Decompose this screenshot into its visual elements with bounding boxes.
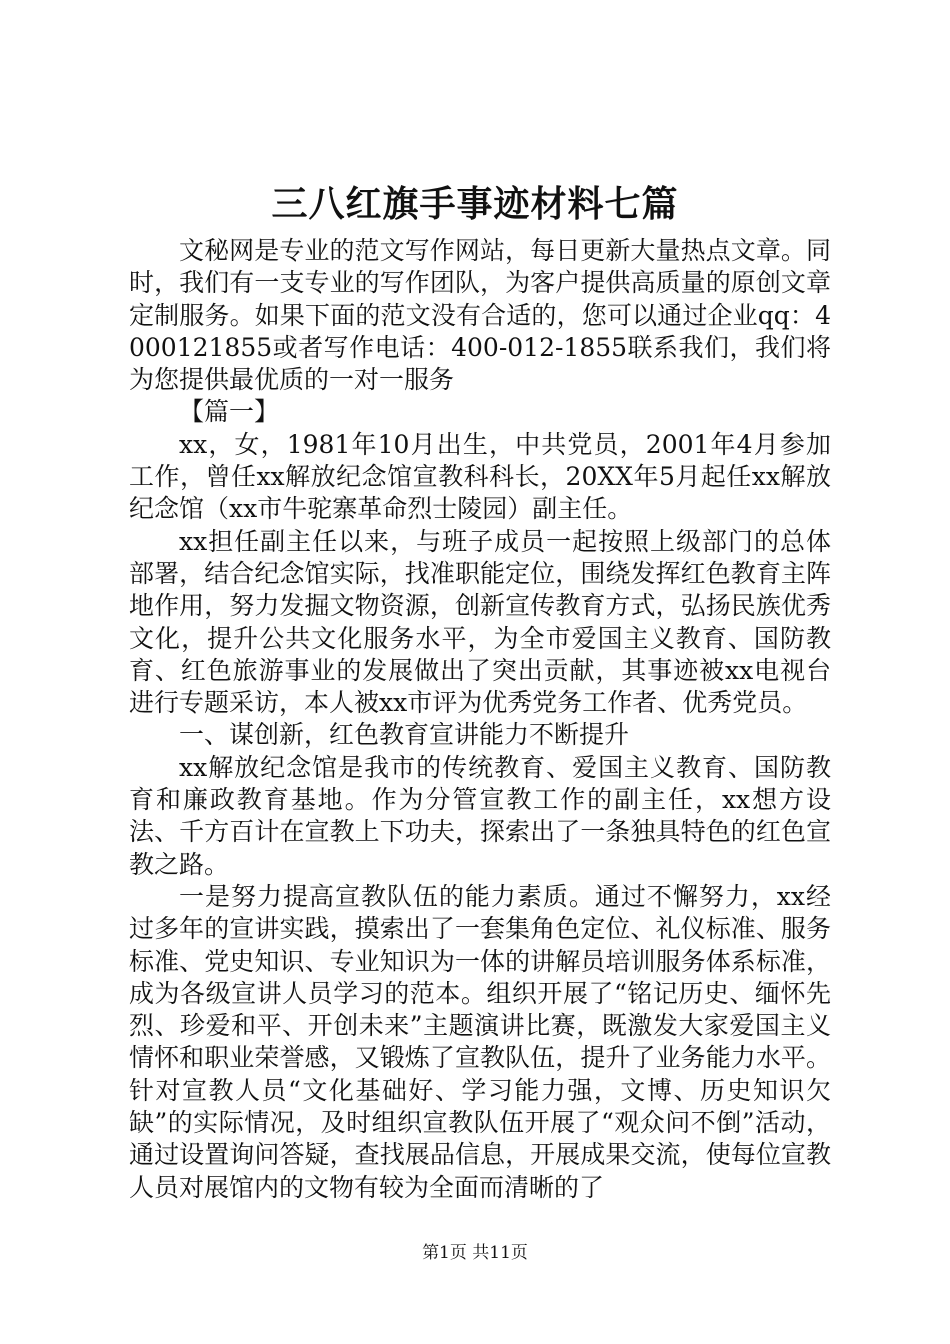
intro-paragraph: 文秘网是专业的范文写作网站，每日更新大量热点文章。同时，我们有一支专业的写作团队，为客户提供高质量的原创文章定制服务。如果下面的范文没有合适的，您可以通过企业qq：4000121855或者写作电话：400-012-1855联系我们，我们将为您提供最优质的一对一服务 bbox=[129, 236, 831, 395]
body-paragraph: xx，女，1981年10月出生，中共党员，2001年4月参加工作，曾任xx解放纪念馆宣教科科长，20XX年5月起任xx解放纪念馆（xx市牛驼寨革命烈士陵园）副主任。 bbox=[129, 429, 831, 524]
body-paragraph: 一是努力提高宣教队伍的能力素质。通过不懈努力，xx经过多年的宣讲实践，摸索出了一套集角色定位、礼仪标准、服务标准、党史知识、专业知识为一体的讲解员培训服务体系标准，成为各级宣讲人员学习的范本。组织开展了“铭记历史、缅怀先烈、珍爱和平、开创未来”主题演讲比赛，既激发大家爱国主义情怀和职业荣誉感，又锻炼了宣教队伍，提升了业务能力水平。针对宣教人员“文化基础好、学习能力强，文博、历史知识欠缺”的实际情况，及时组织宣教队伍开展了“观众问不倒”活动，通过设置询问答疑，查找展品信息，开展成果交流，使每位宣教人员对展馆内的文物有较为全面而清晰的了 bbox=[129, 881, 831, 1202]
document-title: 三八红旗手事迹材料七篇 bbox=[271, 183, 679, 225]
document-body bbox=[129, 235, 831, 1204]
subsection-heading: 一、谋创新，红色教育宣讲能力不断提升 bbox=[179, 720, 630, 750]
section-heading: 【篇一】 bbox=[179, 397, 280, 427]
body-paragraph: xx担任副主任以来，与班子成员一起按照上级部门的总体部署，结合纪念馆实际，找准职能定位，围绕发挥红色教育主阵地作用，努力发掘文物资源，创新宣传教育方式，弘扬民族优秀文化，提升公共文化服务水平，为全市爱国主义教育、国防教育、红色旅游事业的发展做出了突出贡献，其事迹被xx电视台进行专题采访，本人被xx市评为优秀党务工作者、优秀党员。 bbox=[129, 526, 831, 718]
body-paragraph: xx解放纪念馆是我市的传统教育、爱国主义教育、国防教育和廉政教育基地。作为分管宣教工作的副主任，xx想方设法、千方百计在宣教上下功夫，探索出了一条独具特色的红色宣教之路。 bbox=[129, 752, 831, 879]
page-number-footer: 第1页 共11页 bbox=[422, 1243, 528, 1263]
